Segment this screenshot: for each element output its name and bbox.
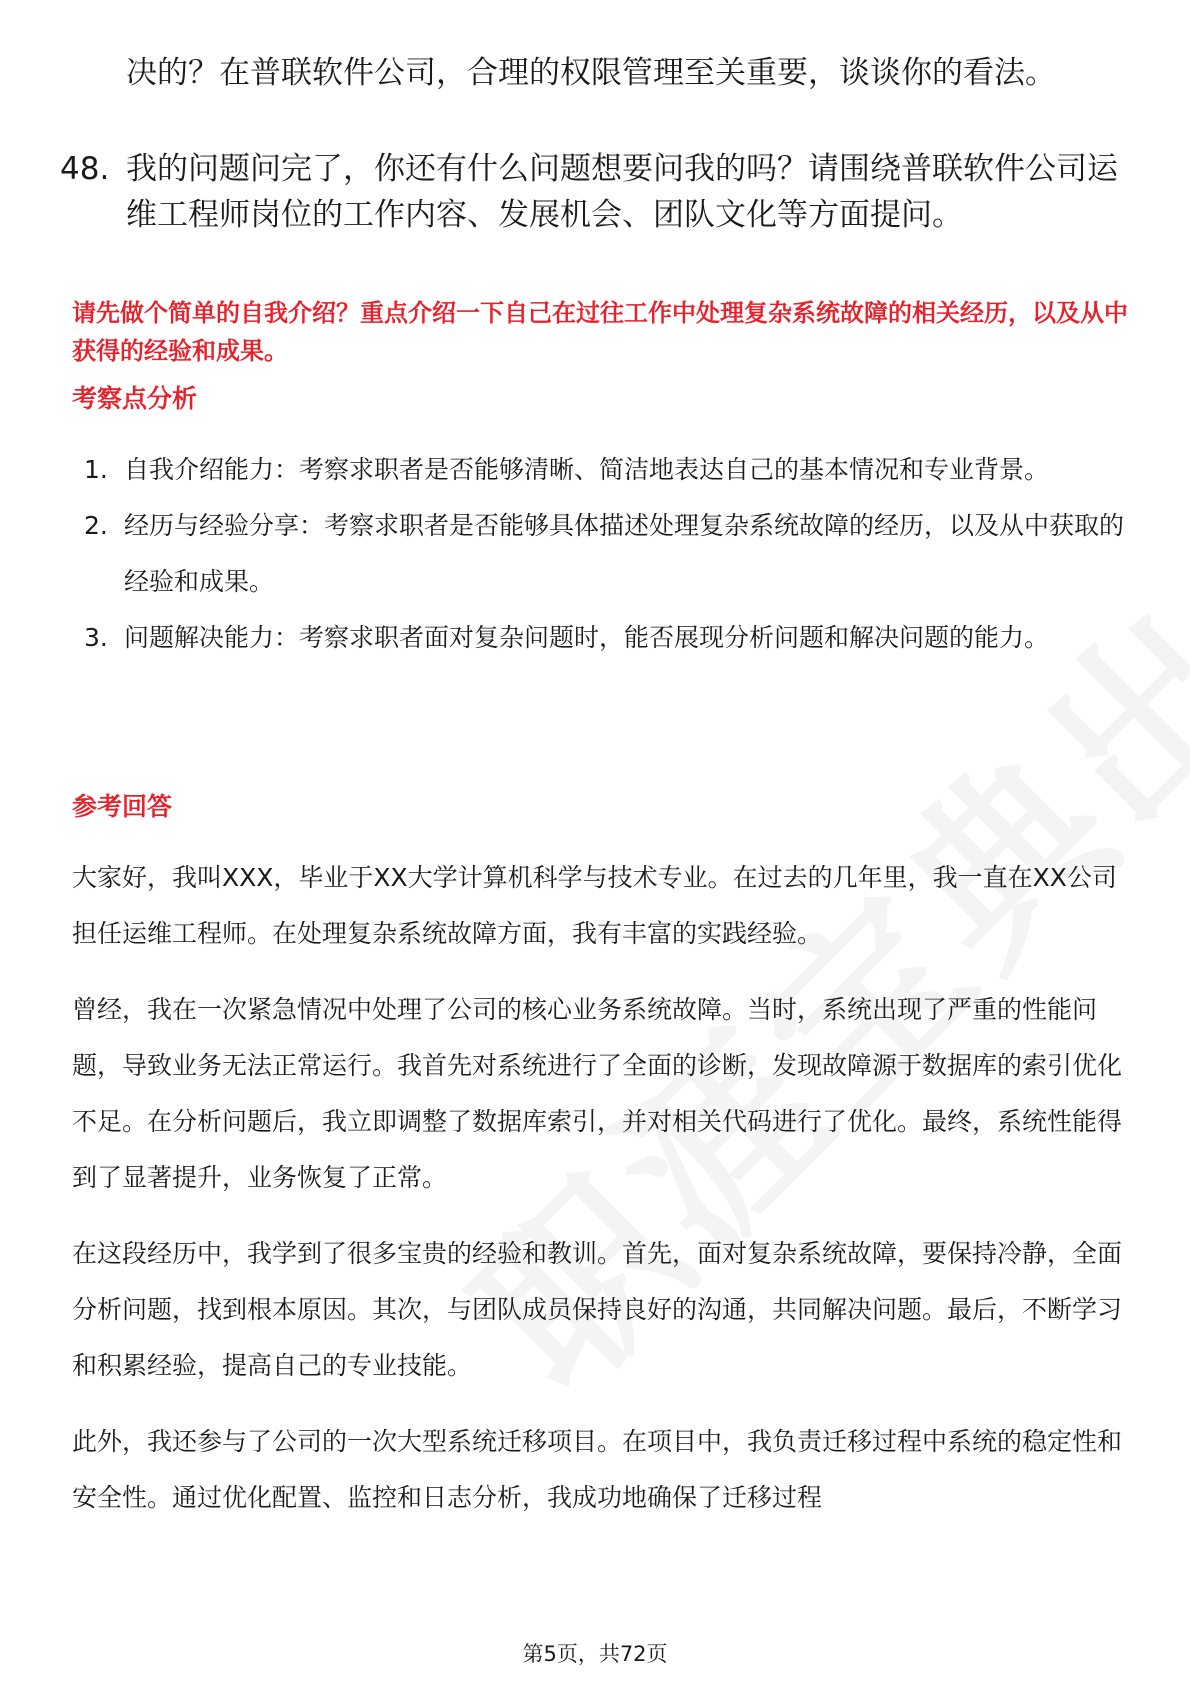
current-question-heading: 请先做个简单的自我介绍？重点介绍一下自己在过往工作中处理复杂系统故障的相关经历，以及从中获得的经验和成果。 [72,299,1128,365]
reference-paragraph: 在这段经历中，我学到了很多宝贵的经验和教训。首先，面对复杂系统故障，要保持冷静，全面分析问题，找到根本原因。其次，与团队成员保持良好的沟通，共同解决问题。最后，不断学习和积累经验，提高自己的专业技能。 [72,1239,1123,1380]
list-item [84,498,1124,610]
list-item [84,442,1124,498]
question-48 [60,146,1120,238]
list-item-text: 自我介绍能力：考察求职者是否能够清晰、简洁地表达自己的基本情况和专业背景。 [124,455,1050,484]
list-item-text: 问题解决能力：考察求职者面对复杂问题时，能否展现分析问题和解决问题的能力。 [124,623,1050,652]
prev-question-tail [60,50,1120,96]
list-item-text: 经历与经验分享：考察求职者是否能够具体描述处理复杂系统故障的经历，以及从中获取的经验和成果。 [124,511,1125,596]
list-item [84,610,1124,666]
reference-paragraph: 曾经，我在一次紧急情况中处理了公司的核心业务系统故障。当时，系统出现了严重的性能问题，导致业务无法正常运行。我首先对系统进行了全面的诊断，发现故障源于数据库的索引优化不足。在分析问题后，我立即调整了数据库索引，并对相关代码进行了优化。最终，系统性能得到了显著提升，业务恢复了正常。 [72,995,1123,1192]
reference-title: 参考回答 [72,792,173,821]
page-footer: 第5页，共72页 [522,1642,668,1666]
prev-question-text: 决的？在普联软件公司，合理的权限管理至关重要，谈谈你的看法。 [126,55,1056,91]
list-item-index: 1. [84,455,108,484]
list-item-index: 3. [84,623,108,652]
question-text: 我的问题问完了，你还有什么问题想要问我的吗？请围绕普联软件公司运维工程师岗位的工作内容、发展机会、团队文化等方面提问。 [126,151,1118,233]
analysis-list [84,442,1124,666]
list-item-index: 2. [84,511,108,540]
reference-paragraph: 此外，我还参与了公司的一次大型系统迁移项目。在项目中，我负责迁移过程中系统的稳定性和安全性。通过优化配置、监控和日志分析，我成功地确保了迁移过程 [72,1427,1123,1512]
question-number: 48. [60,151,110,187]
reference-paragraph: 大家好，我叫XXX，毕业于XX大学计算机科学与技术专业。在过去的几年里，我一直在XX公司担任运维工程师。在处理复杂系统故障方面，我有丰富的实践经验。 [72,863,1117,948]
analysis-title: 考察点分析 [72,384,198,413]
